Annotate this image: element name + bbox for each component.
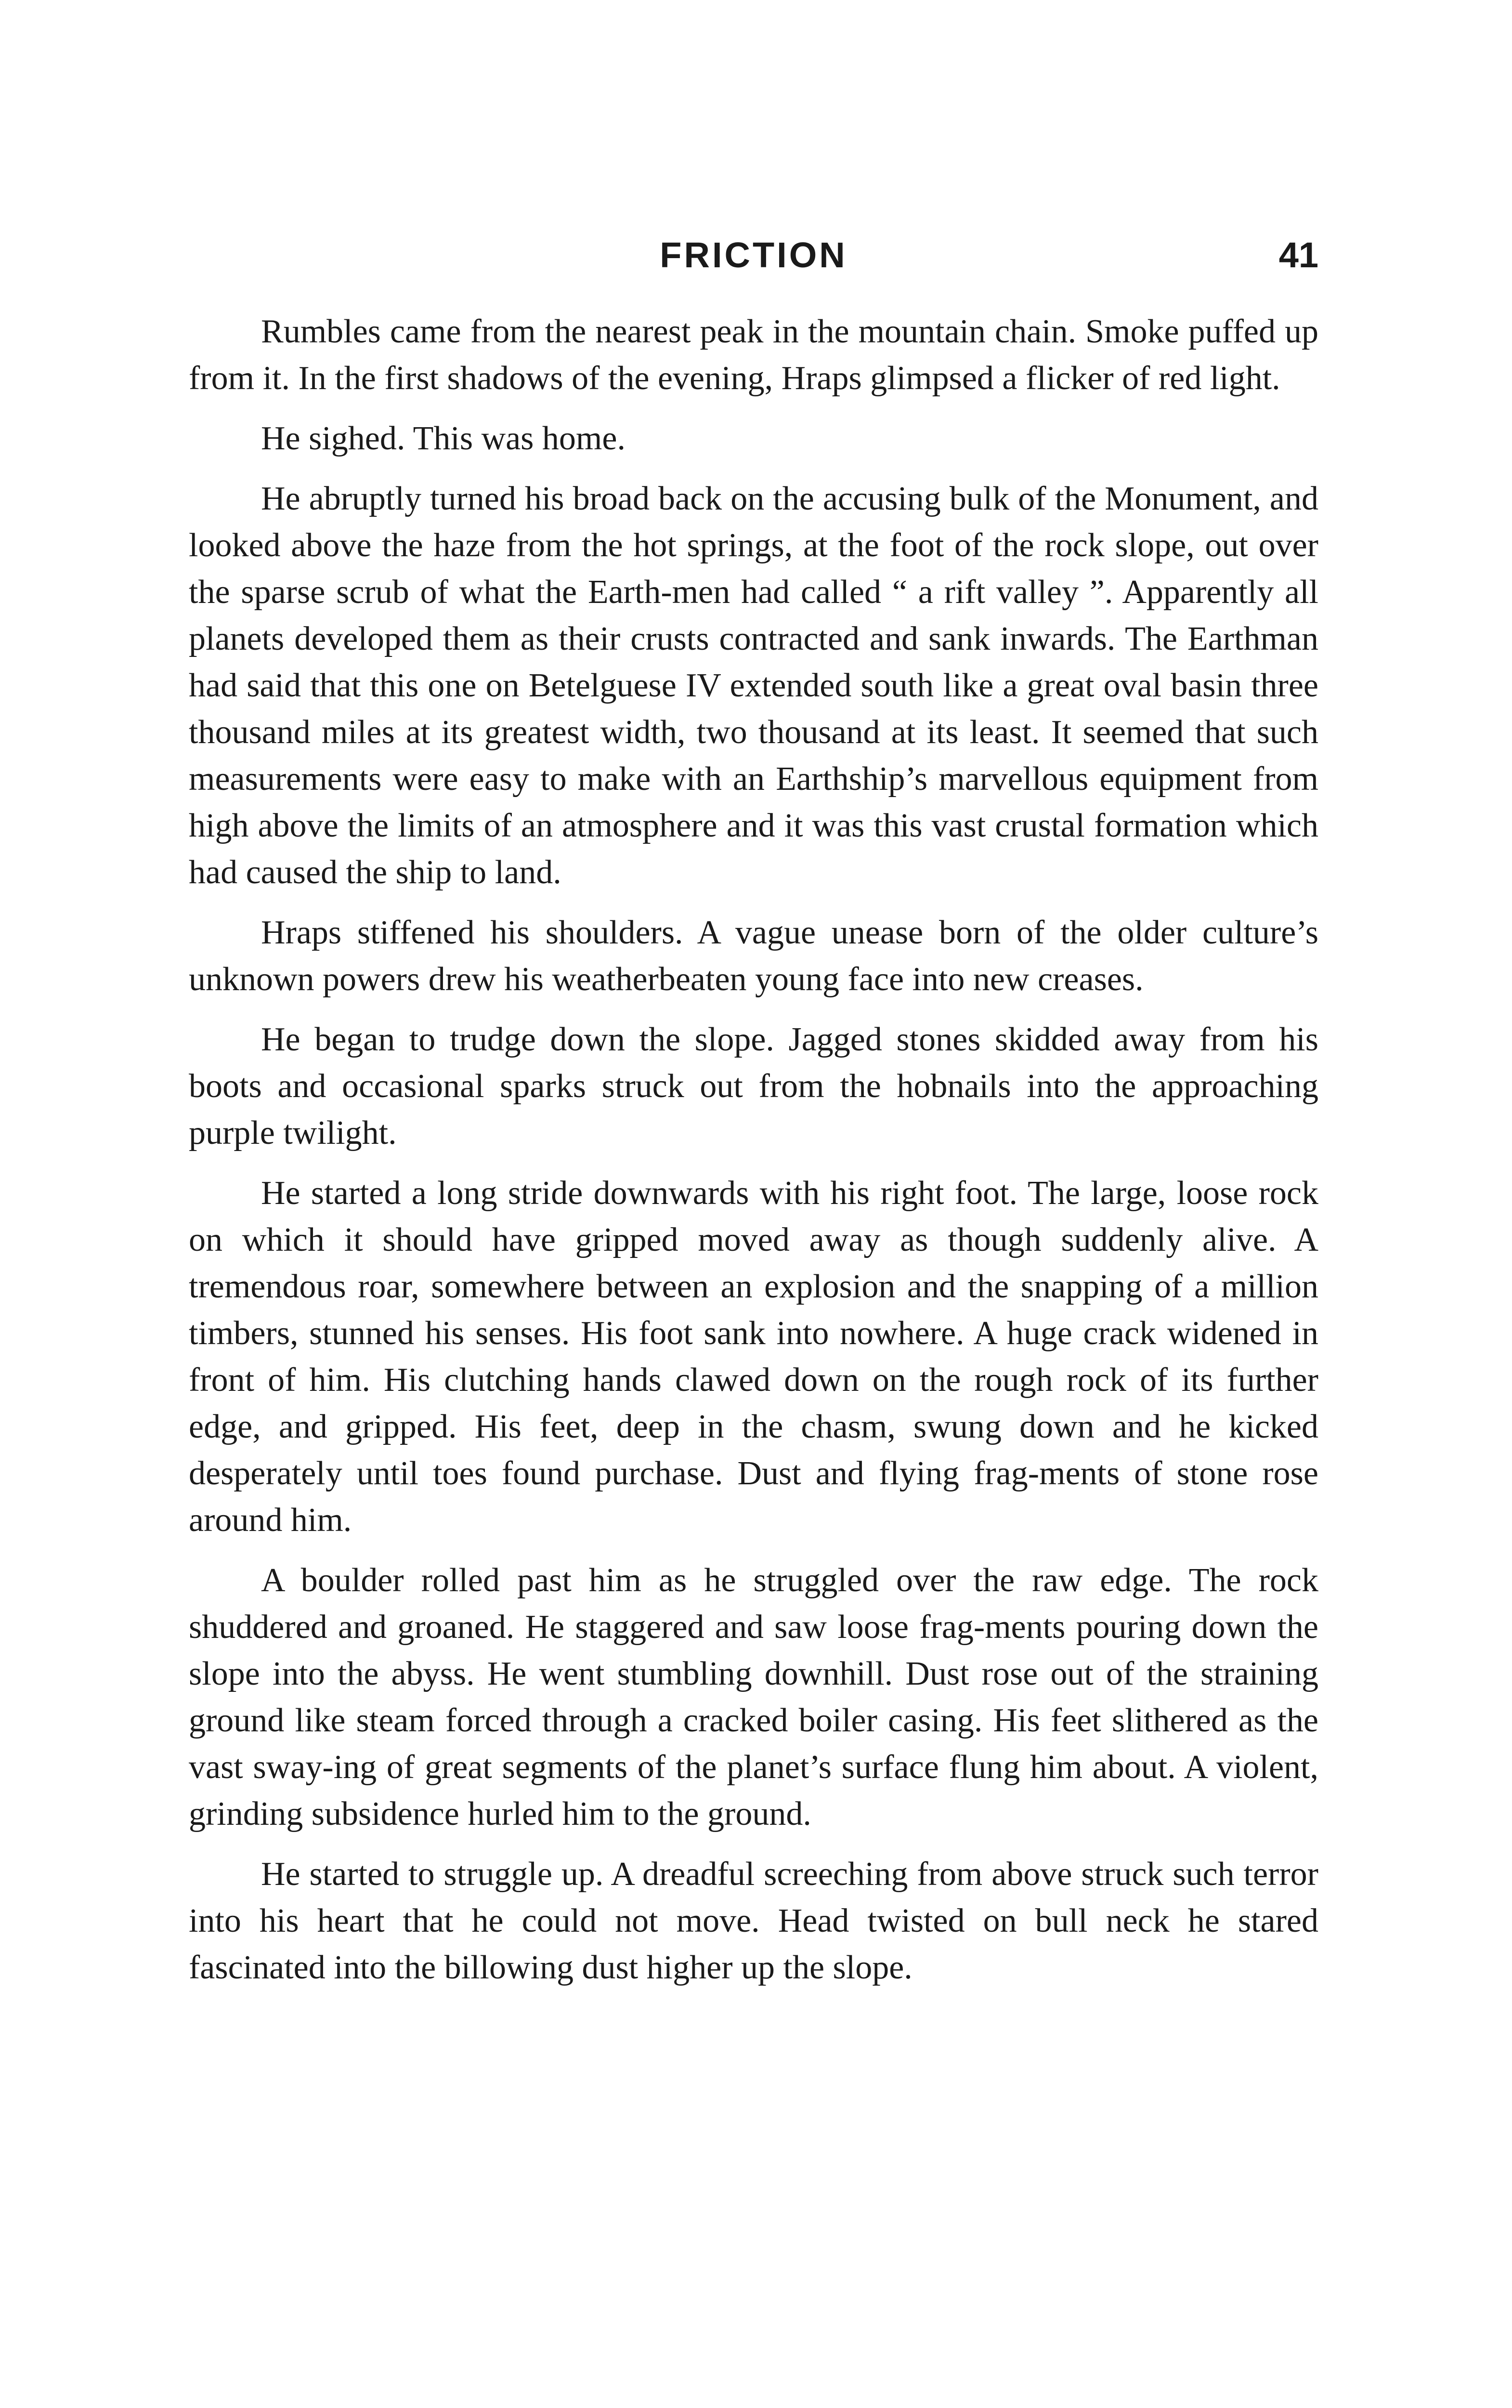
paragraph-3: He abruptly turned his broad back on the accusing bulk of the Monument, and looked above the haze from the hot springs, at the foot of the rock slope, out over the sparse scrub of what the Earth-men had called “ a rift valley ”. Apparently all planets developed them as their crusts contracted and sank inwards. The Earthman had said that this one on Betelguese IV extended south like a great oval basin three thousand miles at its greatest width, two thousand at its least. It seemed that such measurements were easy to make with an Earthship’s marvellous equipment from high above the limits of an atmosphere and it was this vast crustal formation which had caused the ship to land. (189, 480, 1318, 891)
paragraph-6: He started a long stride downwards with his right foot. The large, loose rock on which it should have gripped moved away as though suddenly alive. A tremendous roar, somewhere between an explosion and the snapping of a million timbers, stunned his senses. His foot sank into nowhere. A huge crack widened in front of him. His clutching hands clawed down on the rough rock of its further edge, and gripped. His feet, deep in the chasm, swung down and he kicked desperately until toes found purchase. Dust and flying frag-ments of stone rose around him. (189, 1175, 1318, 1539)
paragraph-4: Hraps stiffened his shoulders. A vague unease born of the older culture’s unknown powers drew his weatherbeaten young face into new creases. (189, 914, 1318, 998)
running-head (189, 226, 1318, 284)
page-number: 41 (1278, 235, 1318, 275)
paragraph-2: He sighed. This was home. (261, 420, 626, 457)
chapter-title: FRICTION (660, 235, 847, 275)
paragraph-1: Rumbles came from the nearest peak in the mountain chain. Smoke puffed up from it. In the first shadows of the evening, Hraps glimpsed a flicker of red light. (189, 313, 1318, 397)
body-text (189, 308, 1318, 2004)
paragraph-5: He began to trudge down the slope. Jagged stones skidded away from his boots and occasional sparks struck out from the hobnails into the approaching purple twilight. (189, 1021, 1318, 1152)
paragraph-8: He started to struggle up. A dreadful screeching from above struck such terror into his heart that he could not move. Head twisted on bull neck he stared fascinated into the billowing dust higher up the slope. (189, 1856, 1318, 1986)
paragraph-7: A boulder rolled past him as he struggled over the raw edge. The rock shuddered and groaned. He staggered and saw loose frag-ments pouring down the slope into the abyss. He went stumbling downhill. Dust rose out of the straining ground like steam forced through a cracked boiler casing. His feet slithered as the vast sway-ing of great segments of the planet’s surface flung him about. A violent, grinding subsidence hurled him to the ground. (189, 1562, 1318, 1832)
book-page (189, 0, 1318, 2408)
